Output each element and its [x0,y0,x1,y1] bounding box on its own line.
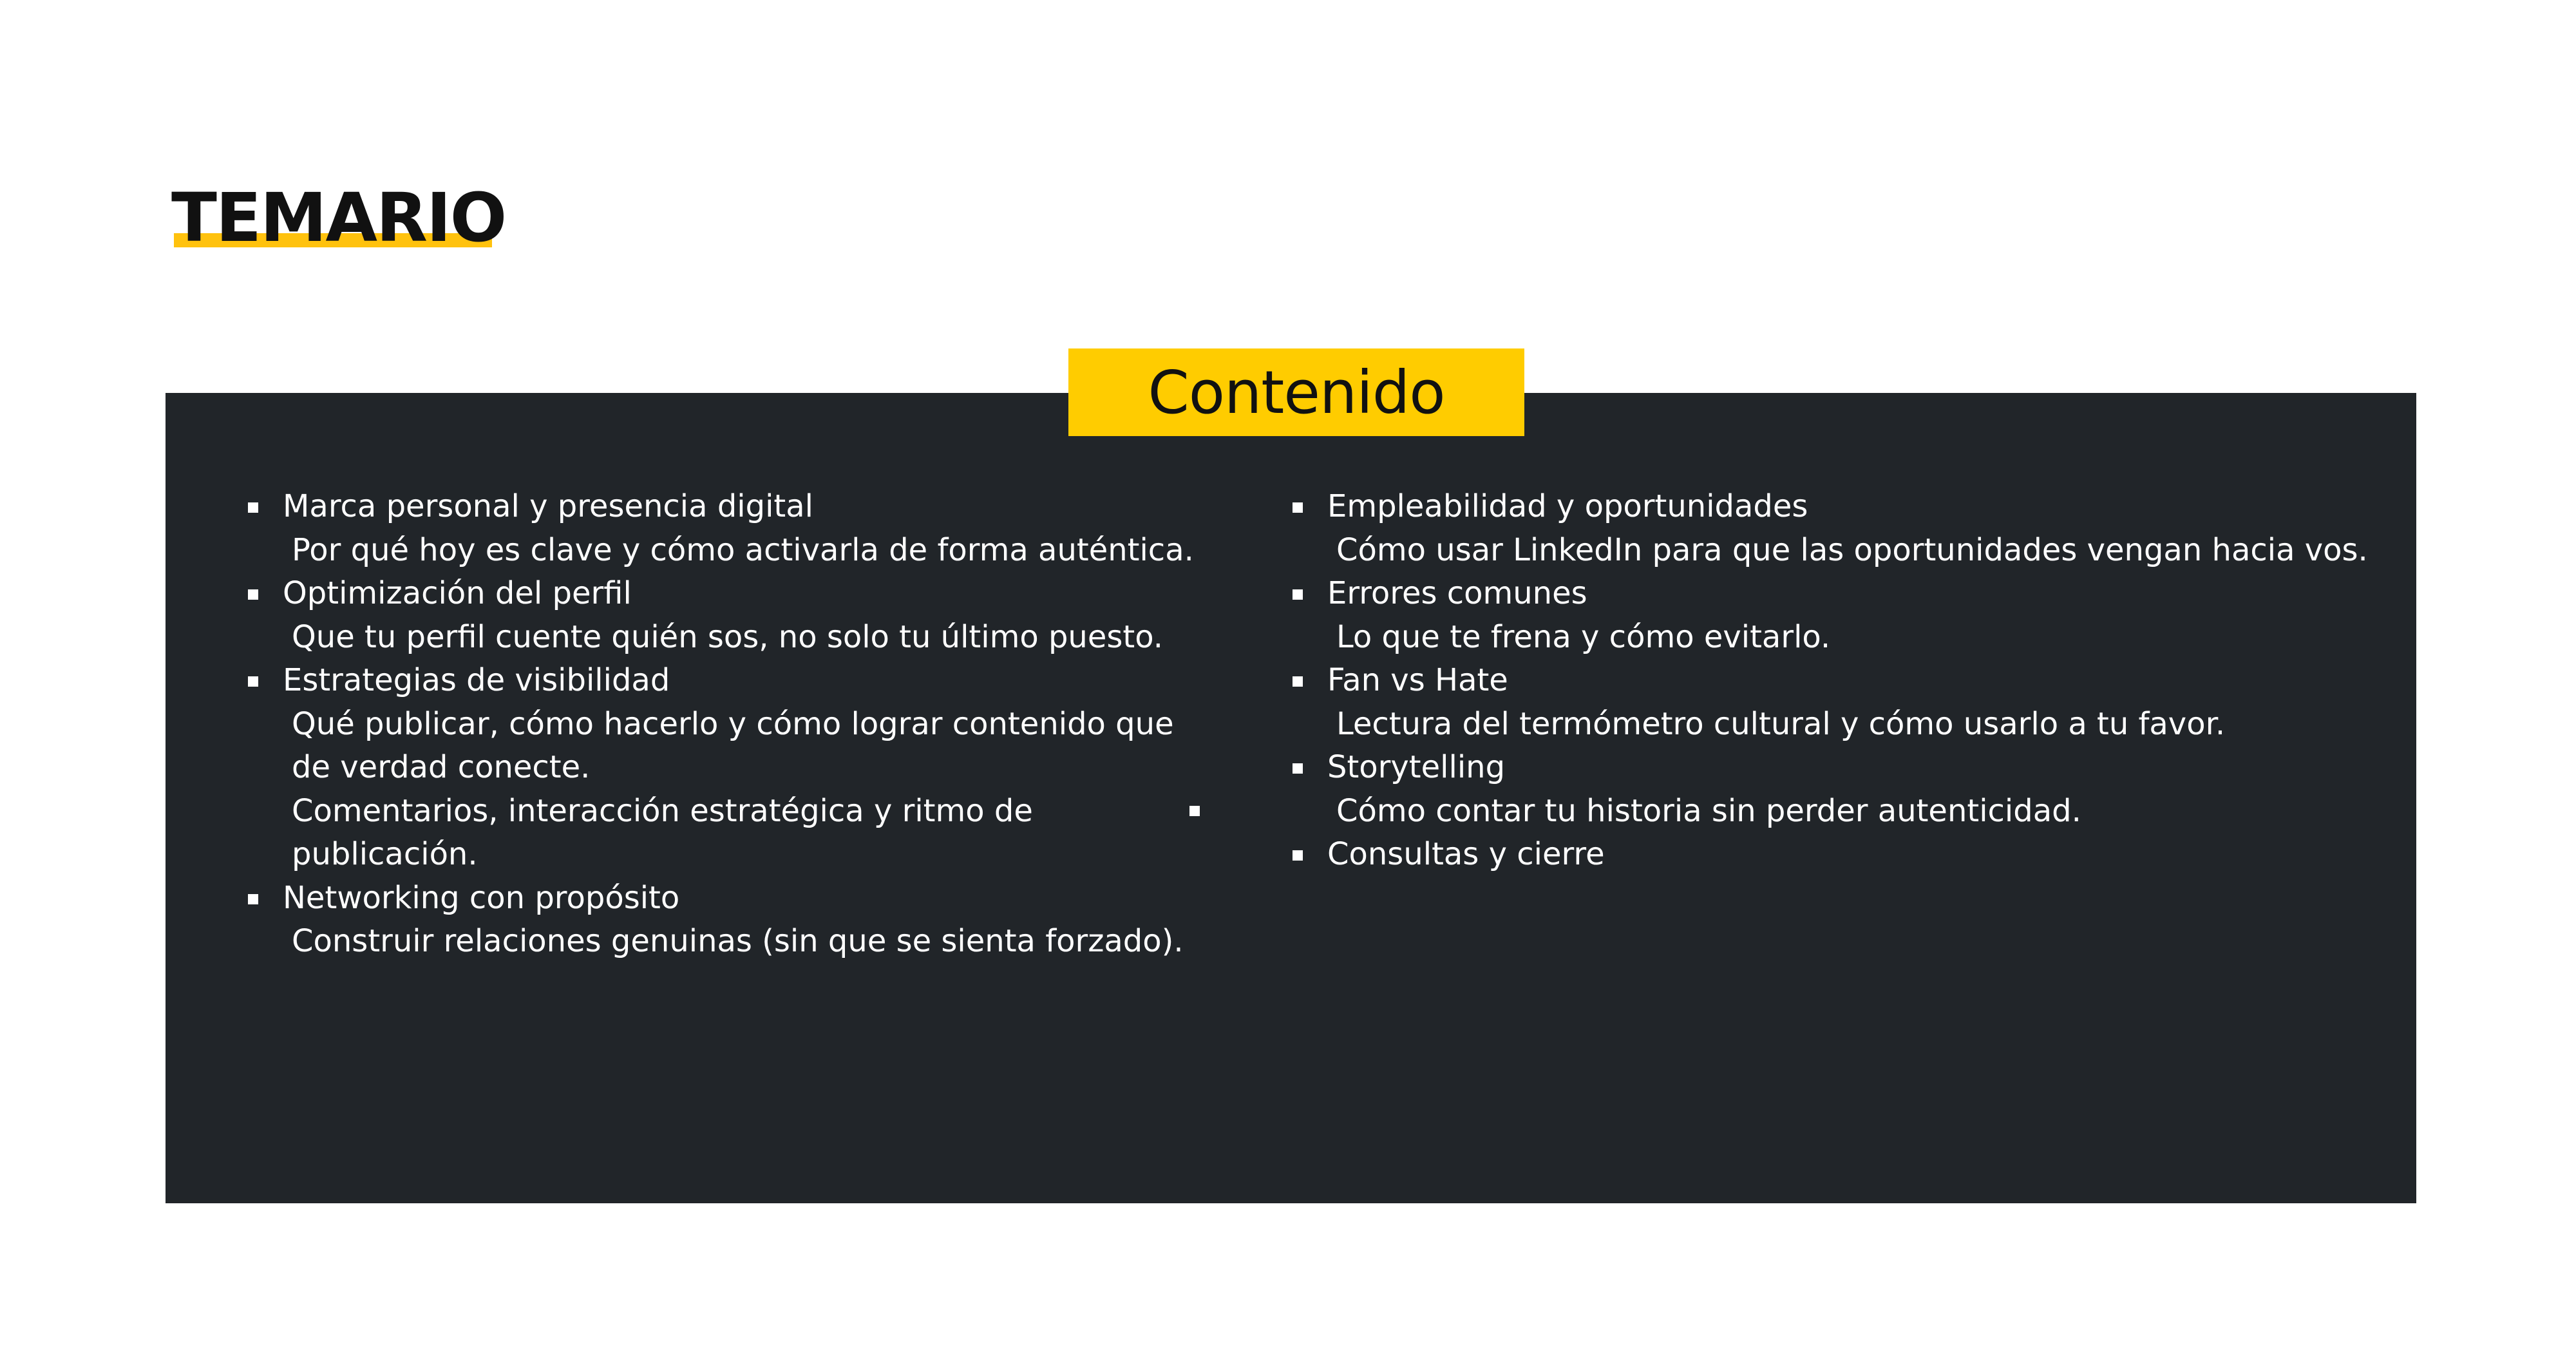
bullet-icon [1293,502,1303,513]
agenda-item-label: Estrategias de visibilidad [283,662,670,698]
agenda-item-label: Marca personal y presencia digital [283,488,813,524]
agenda-item-description: Cómo contar tu historia sin perder autenticidad. [1336,792,2081,829]
agenda-item [1293,572,2400,616]
agenda-item [248,572,1201,616]
agenda-column-right [1293,485,2400,877]
slide-title: TEMARIO [171,178,506,257]
slide-title-block [171,173,506,263]
agenda-item-description: Construir relaciones genuinas (sin que se sienta forzado). [292,923,1184,959]
bullet-icon [1293,850,1303,861]
bullet-icon [248,589,258,600]
agenda-item-label: Networking con propósito [283,879,680,916]
bullet-icon [248,676,258,687]
section-tag: Contenido [1068,348,1524,436]
agenda-item [1293,746,2400,790]
agenda-item-description: Cómo usar LinkedIn para que las oportunidades vengan hacia vos. [1336,531,2368,568]
bullet-icon [248,894,258,904]
agenda-item-label: Consultas y cierre [1327,836,1605,872]
bullet-icon [1293,676,1303,687]
agenda-item-label: Errores comunes [1327,575,1587,611]
agenda-item [1293,659,2400,703]
agenda-item-description: Lo que te frena y cómo evitarlo. [1336,618,1831,655]
bullet-icon [248,502,258,513]
agenda-item-label: Optimización del perfil [283,575,632,611]
agenda-item-description: Lectura del termómetro cultural y cómo usarlo a tu favor. [1336,705,2226,742]
bullet-icon [1293,763,1303,774]
agenda-item-description: de verdad conecte. [292,749,591,785]
agenda-item [248,659,1201,703]
agenda-item-label: Storytelling [1327,749,1506,785]
stray-bullet-icon [1189,806,1200,816]
agenda-item-label: Fan vs Hate [1327,662,1508,698]
agenda-item [1293,833,2400,877]
agenda-item-label: Empleabilidad y oportunidades [1327,488,1808,524]
agenda-item-description: Comentarios, interacción estratégica y ritmo de publicación. [292,792,1033,872]
agenda-item [1293,485,2400,529]
agenda-item-description: Por qué hoy es clave y cómo activarla de forma auténtica. [292,531,1194,568]
agenda-item-description: Que tu perfil cuente quién sos, no solo tu último puesto. [292,618,1163,655]
bullet-icon [1293,589,1303,600]
agenda-item-description: Qué publicar, cómo hacerlo y cómo lograr contenido que [292,705,1174,742]
agenda-item [248,485,1201,529]
agenda-item [248,877,1201,920]
agenda-column-left [248,485,1201,964]
